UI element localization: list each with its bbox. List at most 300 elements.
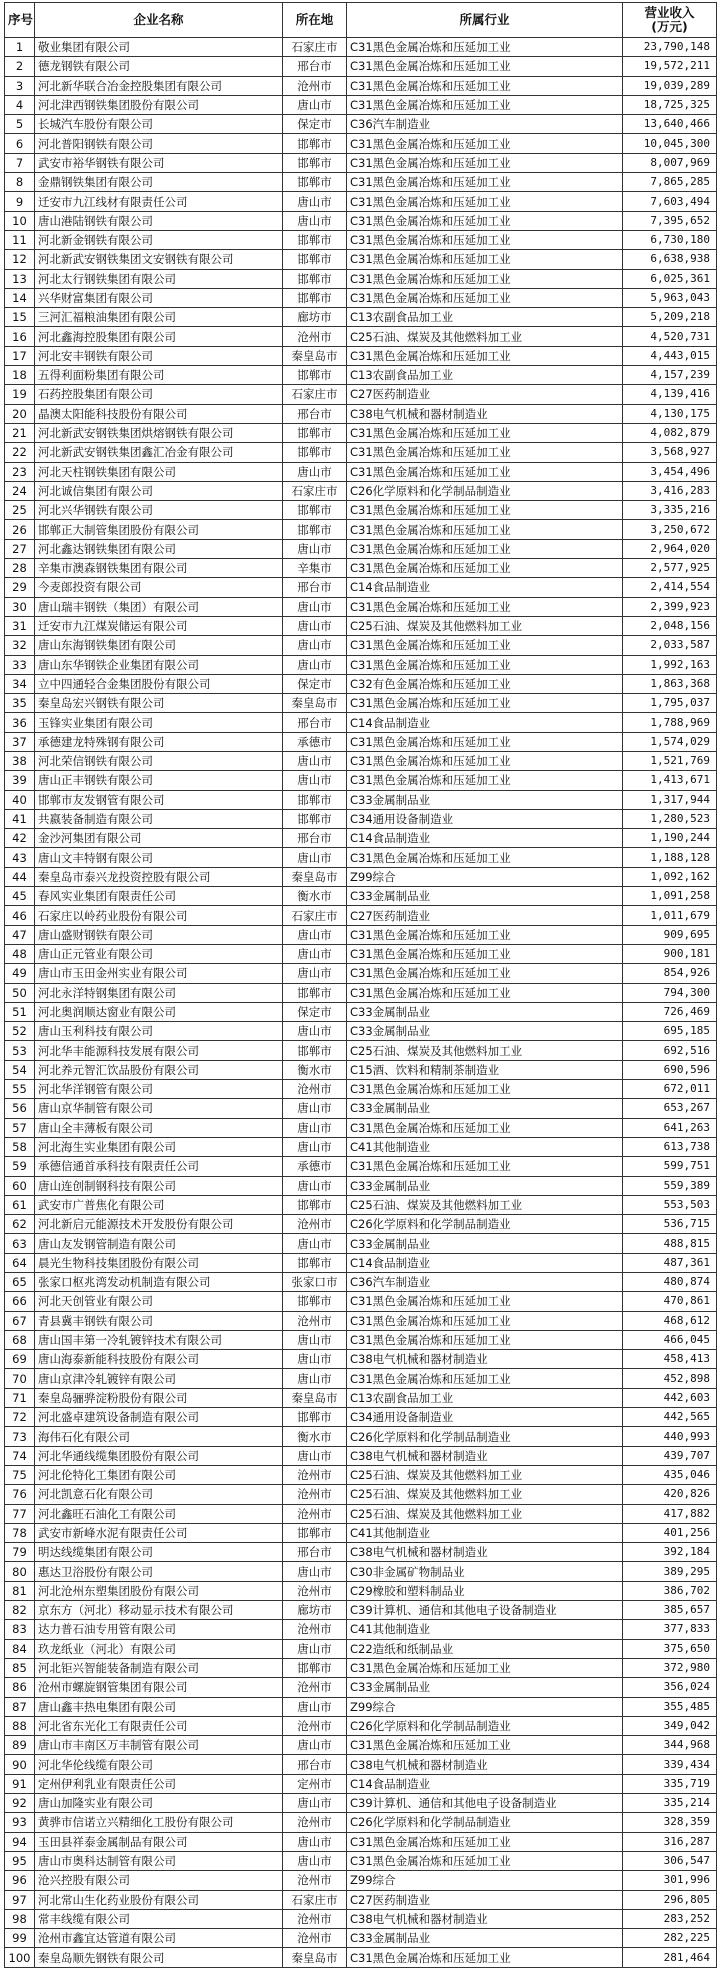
company-name: 秦皇岛骊骅淀粉股份有限公司 [35, 1388, 283, 1407]
revenue: 672,011 [623, 1080, 717, 1099]
revenue: 3,335,216 [623, 501, 717, 520]
company-name: 沧州市鑫宜达管道有限公司 [35, 1929, 283, 1948]
table-row [5, 809, 717, 828]
table-row [5, 732, 717, 751]
table-row [5, 1755, 717, 1774]
industry: C15酒、饮料和精制茶制造业 [347, 1060, 623, 1079]
location: 秦皇岛市 [283, 1948, 347, 1967]
row-index: 32 [5, 636, 35, 655]
company-name: 唐山文丰特钢有限公司 [35, 848, 283, 867]
industry: C31黑色金属冶炼和压延加工业 [347, 288, 623, 307]
industry: C31黑色金属冶炼和压延加工业 [347, 1369, 623, 1388]
row-index: 30 [5, 597, 35, 616]
location: 邯郸市 [283, 134, 347, 153]
industry: C33金属制品业 [347, 1678, 623, 1697]
table-row [5, 1813, 717, 1832]
revenue: 1,188,128 [623, 848, 717, 867]
industry: C27医药制造业 [347, 385, 623, 404]
table-row [5, 462, 717, 481]
revenue: 435,046 [623, 1465, 717, 1484]
industry: C34通用设备制造业 [347, 1408, 623, 1427]
revenue: 613,738 [623, 1137, 717, 1156]
table-row [5, 1388, 717, 1407]
company-name: 张家口枢兆湾发动机制造有限公司 [35, 1273, 283, 1292]
table-row [5, 1446, 717, 1465]
company-name: 石家庄以岭药业股份有限公司 [35, 906, 283, 925]
row-index: 15 [5, 308, 35, 327]
industry: C27医药制造业 [347, 1890, 623, 1909]
company-name: 河北新武安钢铁集团鑫汇冶金有限公司 [35, 443, 283, 462]
company-name: 唐山京华制管有限公司 [35, 1099, 283, 1118]
industry: C14食品制造业 [347, 578, 623, 597]
table-row [5, 346, 717, 365]
industry: C41其他制造业 [347, 1620, 623, 1639]
industry: C33金属制品业 [347, 1099, 623, 1118]
revenue: 344,968 [623, 1736, 717, 1755]
company-name: 河北养元智汇饮品股份有限公司 [35, 1060, 283, 1079]
table-row [5, 790, 717, 809]
table-row [5, 887, 717, 906]
industry: C26化学原料和化学制品制造业 [347, 1427, 623, 1446]
industry: C31黑色金属冶炼和压延加工业 [347, 211, 623, 230]
table-row [5, 38, 717, 57]
row-index: 13 [5, 269, 35, 288]
industry: C31黑色金属冶炼和压延加工业 [347, 1080, 623, 1099]
table-row [5, 423, 717, 442]
revenue: 6,730,180 [623, 230, 717, 249]
company-name: 武安市广普焦化有限公司 [35, 1195, 283, 1214]
row-index: 20 [5, 404, 35, 423]
row-index: 66 [5, 1292, 35, 1311]
company-name: 唐山玉利科技有限公司 [35, 1022, 283, 1041]
company-name: 玖龙纸业（河北）有限公司 [35, 1639, 283, 1658]
row-index: 29 [5, 578, 35, 597]
table-row [5, 906, 717, 925]
company-name: 河北天创管业有限公司 [35, 1292, 283, 1311]
industry: C13农副食品加工业 [347, 308, 623, 327]
location: 邯郸市 [283, 230, 347, 249]
industry: C31黑色金属冶炼和压延加工业 [347, 76, 623, 95]
row-index: 62 [5, 1215, 35, 1234]
revenue: 468,612 [623, 1311, 717, 1330]
table-row [5, 1465, 717, 1484]
company-name: 唐山加隆实业有限公司 [35, 1794, 283, 1813]
table-row [5, 559, 717, 578]
row-index: 21 [5, 423, 35, 442]
revenue: 458,413 [623, 1350, 717, 1369]
location: 唐山市 [283, 1137, 347, 1156]
table-row [5, 655, 717, 674]
table-row [5, 1350, 717, 1369]
location: 邯郸市 [283, 1292, 347, 1311]
revenue: 355,485 [623, 1697, 717, 1716]
company-name: 石药控股集团有限公司 [35, 385, 283, 404]
row-index: 35 [5, 694, 35, 713]
location: 沧州市 [283, 1311, 347, 1330]
location: 廊坊市 [283, 1601, 347, 1620]
industry: C25石油、煤炭及其他燃料加工业 [347, 1041, 623, 1060]
row-index: 24 [5, 481, 35, 500]
revenue: 4,139,416 [623, 385, 717, 404]
row-index: 22 [5, 443, 35, 462]
company-name: 惠达卫浴股份有限公司 [35, 1562, 283, 1581]
industry: C36汽车制造业 [347, 115, 623, 134]
table-row [5, 1601, 717, 1620]
location: 衡水市 [283, 887, 347, 906]
revenue: 695,185 [623, 1022, 717, 1041]
table-row [5, 751, 717, 770]
row-index: 45 [5, 887, 35, 906]
row-index: 70 [5, 1369, 35, 1388]
industry: C31黑色金属冶炼和压延加工业 [347, 1330, 623, 1349]
row-index: 87 [5, 1697, 35, 1716]
company-name: 京东方（河北）移动显示技术有限公司 [35, 1601, 283, 1620]
industry: C27医药制造业 [347, 906, 623, 925]
row-index: 36 [5, 713, 35, 732]
company-name: 春风实业集团有限责任公司 [35, 887, 283, 906]
row-index: 23 [5, 462, 35, 481]
revenue: 349,042 [623, 1716, 717, 1735]
industry: C31黑色金属冶炼和压延加工业 [347, 1736, 623, 1755]
row-index: 47 [5, 925, 35, 944]
company-name: 青县冀丰钢铁有限公司 [35, 1311, 283, 1330]
table-row [5, 578, 717, 597]
table-row [5, 115, 717, 134]
table-row [5, 1176, 717, 1195]
company-name: 德龙钢铁有限公司 [35, 57, 283, 76]
location: 邯郸市 [283, 288, 347, 307]
revenue: 2,048,156 [623, 616, 717, 635]
company-name: 河北普阳钢铁有限公司 [35, 134, 283, 153]
company-name: 河北新武安钢铁集团文安钢铁有限公司 [35, 250, 283, 269]
revenue: 1,863,368 [623, 674, 717, 693]
industry: C31黑色金属冶炼和压延加工业 [347, 1118, 623, 1137]
revenue: 4,082,879 [623, 423, 717, 442]
location: 唐山市 [283, 1446, 347, 1465]
revenue: 6,638,938 [623, 250, 717, 269]
revenue: 372,980 [623, 1658, 717, 1677]
industry: C14食品制造业 [347, 1774, 623, 1793]
table-row [5, 153, 717, 172]
industry: C31黑色金属冶炼和压延加工业 [347, 848, 623, 867]
industry: C31黑色金属冶炼和压延加工业 [347, 983, 623, 1002]
row-index: 34 [5, 674, 35, 693]
industry: C26化学原料和化学制品制造业 [347, 481, 623, 500]
row-index: 8 [5, 173, 35, 192]
company-name: 立中四通轻合金集团股份有限公司 [35, 674, 283, 693]
company-name: 武安市裕华钢铁有限公司 [35, 153, 283, 172]
company-name: 河北奥润顺达窗业有限公司 [35, 1002, 283, 1021]
row-index: 78 [5, 1523, 35, 1542]
location: 唐山市 [283, 1832, 347, 1851]
industry: C25石油、煤炭及其他燃料加工业 [347, 1504, 623, 1523]
revenue: 23,790,148 [623, 38, 717, 57]
table-row [5, 1427, 717, 1446]
table-row [5, 1523, 717, 1542]
location: 唐山市 [283, 1794, 347, 1813]
location: 承德市 [283, 1157, 347, 1176]
table-row [5, 385, 717, 404]
row-index: 38 [5, 751, 35, 770]
location: 保定市 [283, 1002, 347, 1021]
industry: C14食品制造业 [347, 1253, 623, 1272]
row-index: 48 [5, 944, 35, 963]
revenue: 466,045 [623, 1330, 717, 1349]
industry: C32有色金属冶炼和压延加工业 [347, 674, 623, 693]
location: 邯郸市 [283, 423, 347, 442]
industry: C31黑色金属冶炼和压延加工业 [347, 38, 623, 57]
industry: C25石油、煤炭及其他燃料加工业 [347, 1485, 623, 1504]
revenue: 1,795,037 [623, 694, 717, 713]
table-row [5, 1041, 717, 1060]
row-index: 82 [5, 1601, 35, 1620]
row-index: 97 [5, 1890, 35, 1909]
row-index: 95 [5, 1851, 35, 1870]
table-row [5, 308, 717, 327]
table-row [5, 1099, 717, 1118]
company-name: 唐山正元管业有限公司 [35, 944, 283, 963]
industry: C25石油、煤炭及其他燃料加工业 [347, 616, 623, 635]
location: 唐山市 [283, 944, 347, 963]
company-name: 常丰线缆有限公司 [35, 1909, 283, 1928]
location: 邯郸市 [283, 269, 347, 288]
header-location: 所在地 [283, 3, 347, 38]
company-name: 河北永洋特钢集团有限公司 [35, 983, 283, 1002]
location: 廊坊市 [283, 308, 347, 327]
row-index: 14 [5, 288, 35, 307]
header-index: 序号 [5, 3, 35, 38]
location: 邢台市 [283, 404, 347, 423]
row-index: 74 [5, 1446, 35, 1465]
row-index: 76 [5, 1485, 35, 1504]
industry: C14食品制造业 [347, 713, 623, 732]
row-index: 59 [5, 1157, 35, 1176]
table-row [5, 694, 717, 713]
table-row [5, 964, 717, 983]
table-row [5, 1639, 717, 1658]
company-name: 武安市新峰水泥有限责任公司 [35, 1523, 283, 1542]
industry: C25石油、煤炭及其他燃料加工业 [347, 327, 623, 346]
row-index: 31 [5, 616, 35, 635]
revenue: 356,024 [623, 1678, 717, 1697]
location: 邯郸市 [283, 173, 347, 192]
row-index: 63 [5, 1234, 35, 1253]
company-name: 承德建龙特殊钢有限公司 [35, 732, 283, 751]
location: 沧州市 [283, 76, 347, 95]
location: 邯郸市 [283, 501, 347, 520]
company-name: 唐山京津冷轧镀锌有限公司 [35, 1369, 283, 1388]
table-row [5, 636, 717, 655]
table-row [5, 1273, 717, 1292]
industry: C31黑色金属冶炼和压延加工业 [347, 173, 623, 192]
revenue: 1,992,163 [623, 655, 717, 674]
location: 邯郸市 [283, 520, 347, 539]
location: 沧州市 [283, 1620, 347, 1639]
location: 唐山市 [283, 1099, 347, 1118]
table-row [5, 443, 717, 462]
industry: Z99综合 [347, 1697, 623, 1716]
table-row [5, 1794, 717, 1813]
location: 沧州市 [283, 1678, 347, 1697]
company-name: 达力普石油专用管有限公司 [35, 1620, 283, 1639]
company-name: 金鼎钢铁集团有限公司 [35, 173, 283, 192]
revenue: 296,805 [623, 1890, 717, 1909]
row-index: 2 [5, 57, 35, 76]
location: 唐山市 [283, 964, 347, 983]
industry: C33金属制品业 [347, 1234, 623, 1253]
company-name: 唐山国丰第一冷轧镀锌技术有限公司 [35, 1330, 283, 1349]
row-index: 71 [5, 1388, 35, 1407]
company-name: 河北沧州东塑集团股份有限公司 [35, 1581, 283, 1600]
company-name: 唐山瑞丰钢铁（集团）有限公司 [35, 597, 283, 616]
industry: C31黑色金属冶炼和压延加工业 [347, 153, 623, 172]
location: 邯郸市 [283, 443, 347, 462]
table-row [5, 250, 717, 269]
company-name: 河北诚信集团有限公司 [35, 481, 283, 500]
table-row [5, 1697, 717, 1716]
row-index: 91 [5, 1774, 35, 1793]
company-name: 辛集市澳森钢铁集团有限公司 [35, 559, 283, 578]
industry: C31黑色金属冶炼和压延加工业 [347, 443, 623, 462]
location: 衡水市 [283, 1427, 347, 1446]
revenue: 6,025,361 [623, 269, 717, 288]
company-name: 承德信通首承科技有限责任公司 [35, 1157, 283, 1176]
revenue: 385,657 [623, 1601, 717, 1620]
industry: C30非金属矿物制品业 [347, 1562, 623, 1581]
location: 邯郸市 [283, 790, 347, 809]
row-index: 44 [5, 867, 35, 886]
revenue: 335,719 [623, 1774, 717, 1793]
location: 唐山市 [283, 1851, 347, 1870]
industry: C38电气机械和器材制造业 [347, 1755, 623, 1774]
company-name: 晨光生物科技集团股份有限公司 [35, 1253, 283, 1272]
revenue: 536,715 [623, 1215, 717, 1234]
row-index: 28 [5, 559, 35, 578]
revenue: 392,184 [623, 1543, 717, 1562]
company-name: 共嬴装备制造有限公司 [35, 809, 283, 828]
table-row [5, 1408, 717, 1427]
location: 唐山市 [283, 655, 347, 674]
row-index: 27 [5, 539, 35, 558]
location: 沧州市 [283, 327, 347, 346]
company-name: 唐山鑫丰热电集团有限公司 [35, 1697, 283, 1716]
table-row [5, 1909, 717, 1928]
revenue: 559,389 [623, 1176, 717, 1195]
revenue: 440,993 [623, 1427, 717, 1446]
industry: C31黑色金属冶炼和压延加工业 [347, 751, 623, 770]
location: 沧州市 [283, 1871, 347, 1890]
revenue: 386,702 [623, 1581, 717, 1600]
revenue: 7,865,285 [623, 173, 717, 192]
company-name: 河北新金钢铁有限公司 [35, 230, 283, 249]
company-name: 唐山东华钢铁企业集团有限公司 [35, 655, 283, 674]
header-row [5, 3, 717, 38]
table-row [5, 1369, 717, 1388]
revenue: 3,454,496 [623, 462, 717, 481]
table-body [5, 38, 717, 1968]
location: 保定市 [283, 674, 347, 693]
revenue: 301,996 [623, 1871, 717, 1890]
industry: C31黑色金属冶炼和压延加工业 [347, 501, 623, 520]
industry: C31黑色金属冶炼和压延加工业 [347, 694, 623, 713]
location: 唐山市 [283, 636, 347, 655]
revenue: 690,596 [623, 1060, 717, 1079]
industry: C31黑色金属冶炼和压延加工业 [347, 1851, 623, 1870]
location: 邢台市 [283, 57, 347, 76]
industry: C13农副食品加工业 [347, 1388, 623, 1407]
location: 唐山市 [283, 1118, 347, 1137]
location: 秦皇岛市 [283, 867, 347, 886]
company-name: 河北盛卓建筑设备制造有限公司 [35, 1408, 283, 1427]
row-index: 94 [5, 1832, 35, 1851]
enterprise-revenue-table [4, 2, 717, 1968]
table-row [5, 1929, 717, 1948]
revenue: 5,963,043 [623, 288, 717, 307]
table-row [5, 1890, 717, 1909]
industry: C38电气机械和器材制造业 [347, 1909, 623, 1928]
revenue: 442,565 [623, 1408, 717, 1427]
table-row [5, 1137, 717, 1156]
company-name: 唐山全丰薄板有限公司 [35, 1118, 283, 1137]
row-index: 6 [5, 134, 35, 153]
table-row [5, 1620, 717, 1639]
revenue: 1,092,162 [623, 867, 717, 886]
company-name: 今麦郎投资有限公司 [35, 578, 283, 597]
company-name: 海伟石化有限公司 [35, 1427, 283, 1446]
table-row [5, 1658, 717, 1677]
location: 唐山市 [283, 1234, 347, 1253]
location: 邯郸市 [283, 1253, 347, 1272]
industry: C33金属制品业 [347, 1929, 623, 1948]
table-row [5, 713, 717, 732]
revenue: 442,603 [623, 1388, 717, 1407]
industry: C33金属制品业 [347, 1002, 623, 1021]
company-name: 河北荣信钢铁有限公司 [35, 751, 283, 770]
revenue: 316,287 [623, 1832, 717, 1851]
company-name: 河北海生实业集团有限公司 [35, 1137, 283, 1156]
table-row [5, 1504, 717, 1523]
location: 邢台市 [283, 829, 347, 848]
row-index: 67 [5, 1311, 35, 1330]
enterprise-table-container [4, 2, 716, 1968]
location: 邯郸市 [283, 1658, 347, 1677]
revenue: 1,280,523 [623, 809, 717, 828]
row-index: 75 [5, 1465, 35, 1484]
industry: C31黑色金属冶炼和压延加工业 [347, 269, 623, 288]
row-index: 56 [5, 1099, 35, 1118]
row-index: 65 [5, 1273, 35, 1292]
company-name: 唐山盛财钢铁有限公司 [35, 925, 283, 944]
row-index: 33 [5, 655, 35, 674]
row-index: 52 [5, 1022, 35, 1041]
table-row [5, 1253, 717, 1272]
company-name: 河北太行钢铁集团有限公司 [35, 269, 283, 288]
company-name: 河北省东光化工有限责任公司 [35, 1716, 283, 1735]
revenue: 2,577,925 [623, 559, 717, 578]
location: 唐山市 [283, 616, 347, 635]
location: 唐山市 [283, 1330, 347, 1349]
table-row [5, 1581, 717, 1600]
industry: C31黑色金属冶炼和压延加工业 [347, 925, 623, 944]
location: 唐山市 [283, 751, 347, 770]
row-index: 10 [5, 211, 35, 230]
row-index: 46 [5, 906, 35, 925]
company-name: 秦皇岛市泰兴龙投资控股有限公司 [35, 867, 283, 886]
row-index: 83 [5, 1620, 35, 1639]
location: 唐山市 [283, 1639, 347, 1658]
row-index: 9 [5, 192, 35, 211]
table-row [5, 1330, 717, 1349]
